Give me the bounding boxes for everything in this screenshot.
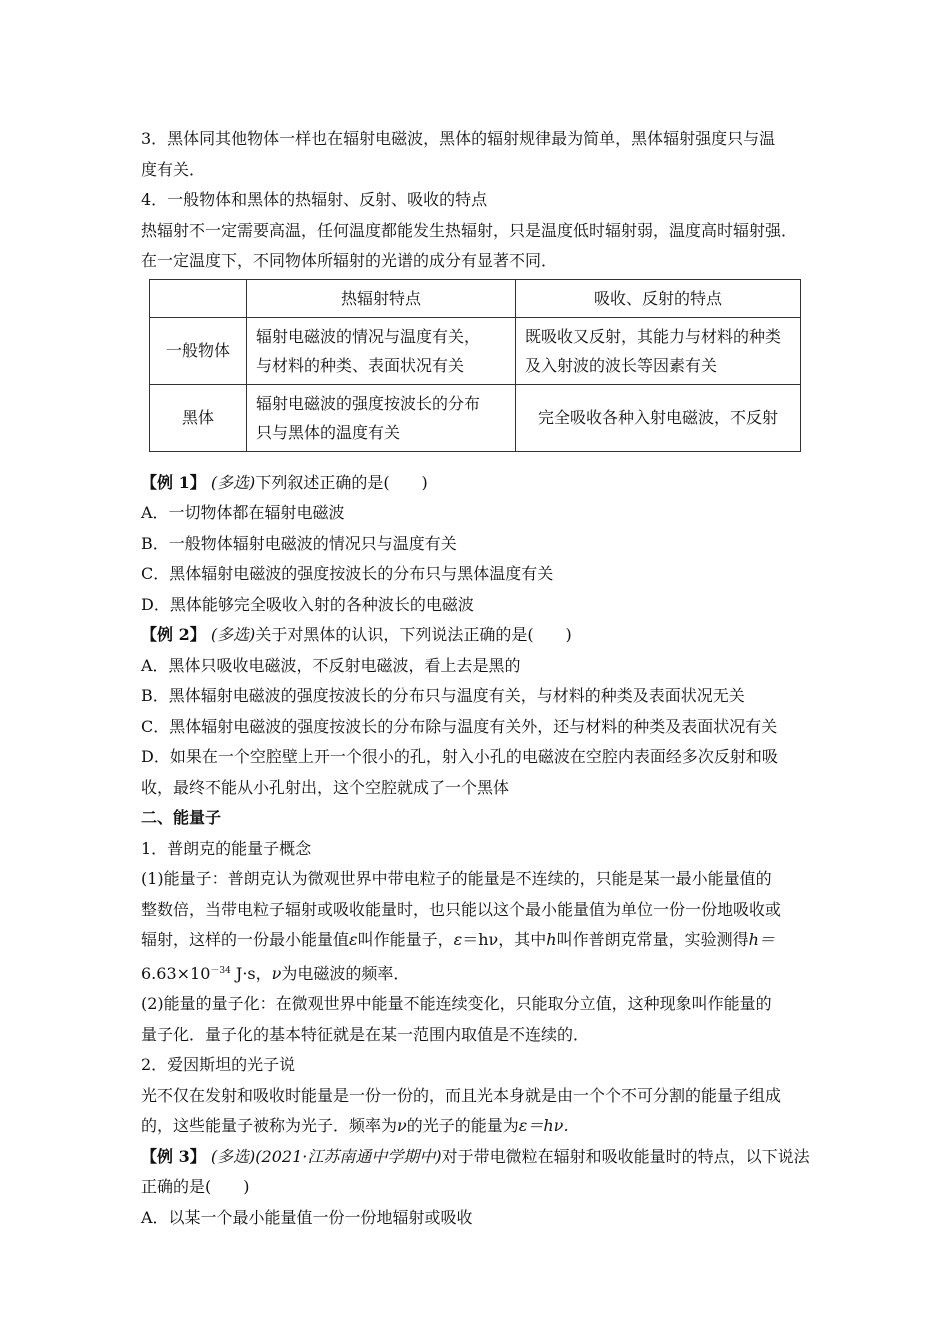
nu-symbol: ν (271, 963, 282, 983)
example-note: (多选)(2021·江苏南通中学期中) (210, 1146, 442, 1166)
example-question: 关于对黑体的认识，下列说法正确的是( ) (255, 625, 572, 644)
text-run: 6.63×10 (141, 963, 211, 983)
document-page (141, 124, 811, 1233)
example-3-stem (141, 1142, 811, 1173)
example-3-option-a: A．以某一个最小能量值一份一份地辐射或吸收 (141, 1207, 473, 1227)
text-run: 的光子的能量为 (406, 1116, 519, 1135)
quantization-line-2: 量子化．量子化的基本特征就是在某一范围内取值是不连续的． (141, 1024, 590, 1044)
photon-line-2 (141, 1111, 811, 1142)
table-cell-absorb (516, 317, 801, 384)
example-2-option-d-cont: 收，最终不能从小孔射出，这个空腔就成了一个黑体 (141, 777, 510, 797)
table-cell-heat (247, 317, 516, 384)
example-note: (多选) (210, 625, 256, 644)
example-1-stem (141, 468, 811, 499)
table-header-absorb: 吸收、反射的特点 (516, 279, 801, 317)
example-1-option-b: B．一般物体辐射电磁波的情况只与温度有关 (141, 533, 457, 553)
text-run: 叫作能量子， (357, 930, 454, 949)
text-run: J·s， (230, 963, 272, 983)
example-tag: 【例 3】 (141, 1146, 206, 1166)
example-question: 对于带电微粒在辐射和吸收能量时的特点，以下说法 (441, 1146, 810, 1166)
table-cell-absorb: 完全吸收各种入射电磁波，不反射 (516, 384, 801, 451)
example-2-option-d: D．如果在一个空腔壁上开一个很小的孔，射入小孔的电磁波在空腔内表面经多次反射和吸 (141, 747, 778, 766)
epsilon-symbol: ε (349, 930, 358, 949)
cell-line: 辐射电磁波的强度按波长的分布 (256, 393, 481, 413)
quantum-paragraph-line-1: (1)能量子：普朗克认为微观世界中带电粒子的能量是不连续的，只能是某一最小能量值的 (141, 869, 772, 888)
table-cell-heat (247, 384, 516, 451)
table-cell-name: 黑体 (150, 384, 247, 451)
table-header-heat: 热辐射特点 (247, 279, 516, 317)
text-run: ，其中 (498, 930, 547, 949)
exponent: －34 (210, 965, 231, 976)
cell-line: 辐射电磁波的情况与温度有关， (256, 326, 481, 346)
h-symbol: h (546, 930, 557, 949)
example-tag: 【例 1】 (141, 472, 206, 492)
example-question: 下列叙述正确的是( ) (255, 472, 428, 492)
quantum-paragraph-line-2: 整数倍，当带电粒子辐射或吸收能量时，也只能以这个最小能量值为单位一份一份地吸收或 (141, 899, 782, 919)
quantum-paragraph-line-3 (141, 925, 811, 956)
table-header-row (150, 279, 801, 317)
text-run: 辐射，这样的一份最小能量值 (141, 930, 350, 949)
formula-rhs: ＝hν (462, 930, 499, 949)
example-2-option-b: B．黑体辐射电磁波的强度按波长的分布只与温度有关，与材料的种类及表面状况无关 (141, 686, 745, 705)
text-run: 的，这些能量子被称为光子．频率为 (141, 1116, 398, 1135)
paragraph-3-line-2: 度有关． (141, 159, 206, 179)
table-header-empty (150, 279, 247, 317)
cell-line: 只与黑体的温度有关 (256, 422, 401, 442)
quantization-line-1: (2)能量的量子化：在微观世界中能量不能连续变化，只能取分立值，这种现象叫作能量的 (141, 994, 772, 1013)
heading-4: 4．一般物体和黑体的热辐射、反射、吸收的特点 (141, 190, 488, 209)
paragraph-4-line-1: 热辐射不一定需要高温，任何温度都能发生热辐射，只是温度低时辐射弱，温度高时辐射强． (141, 220, 798, 240)
text-run: 为电磁波的频率． (281, 963, 410, 983)
subsection-2-title: 2．爱因斯坦的光子说 (141, 1055, 296, 1074)
photon-energy-formula: ε＝hν． (518, 1116, 580, 1135)
h-equals: h＝ (748, 930, 775, 949)
example-tag: 【例 2】 (141, 625, 206, 644)
example-3-stem-cont: 正确的是( ) (141, 1177, 250, 1196)
example-1-option-c: C．黑体辐射电磁波的强度按波长的分布只与黑体温度有关 (141, 564, 554, 583)
cell-line: 及入射波的波长等因素有关 (525, 355, 718, 375)
photon-line-1: 光不仅在发射和吸收时能量是一份一份的，而且光本身就是由一个个不可分割的能量子组成 (141, 1085, 782, 1105)
subsection-1-title: 1．普朗克的能量子概念 (141, 838, 312, 858)
example-2-option-a: A．黑体只吸收电磁波，不反射电磁波，看上去是黑的 (141, 655, 521, 675)
cell-line: 既吸收又反射，其能力与材料的种类 (525, 326, 782, 346)
comparison-table (149, 279, 801, 452)
example-1-option-d: D．黑体能够完全吸收入射的各种波长的电磁波 (141, 594, 474, 614)
example-1-option-a: A．一切物体都在辐射电磁波 (141, 503, 345, 522)
section-2-title: 二、能量子 (141, 808, 222, 827)
quantum-paragraph-line-4 (141, 956, 811, 990)
cell-line: 与材料的种类、表面状况有关 (256, 355, 465, 375)
example-2-stem (141, 620, 811, 651)
example-2-option-c: C．黑体辐射电磁波的强度按波长的分布除与温度有关外，还与材料的种类及表面状况有关 (141, 716, 778, 736)
table-row (150, 317, 801, 384)
epsilon-symbol: ε (453, 930, 463, 949)
nu-symbol: ν (397, 1116, 407, 1135)
example-note: (多选) (210, 472, 256, 492)
table-row (150, 384, 801, 451)
text-run: 叫作普朗克常量，实验测得 (556, 930, 749, 949)
paragraph-3-line-1: 3．黑体同其他物体一样也在辐射电磁波，黑体的辐射规律最为简单，黑体辐射强度只与温 (141, 129, 776, 148)
table-cell-name: 一般物体 (150, 317, 247, 384)
paragraph-4-line-2: 在一定温度下，不同物体所辐射的光谱的成分有显著不同． (141, 251, 558, 270)
